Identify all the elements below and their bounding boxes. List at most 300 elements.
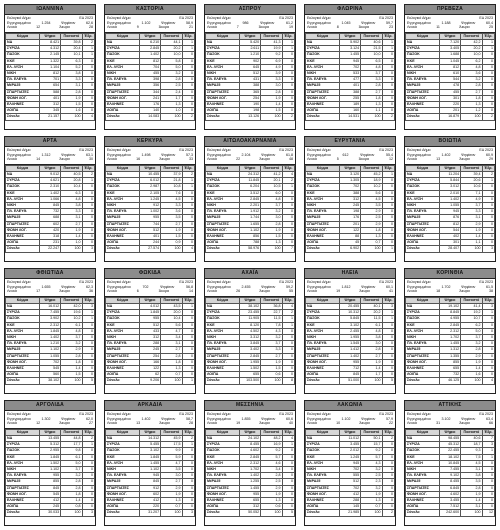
meta-value: 3.102 xyxy=(441,416,451,421)
party-cell: ΕΛΛΗΝΕΣ xyxy=(406,498,440,504)
value-cell: 6,2 xyxy=(461,58,482,64)
meta-value: Άκυρα xyxy=(258,25,270,30)
value-cell: 2,4 xyxy=(161,89,182,95)
panel-meta xyxy=(305,147,395,165)
value-cell: 688 xyxy=(39,215,60,221)
value-cell: 655 xyxy=(239,372,260,378)
value-cell: 1,3 xyxy=(361,102,382,108)
value-cell: 40,6 xyxy=(461,435,482,441)
meta-value: 48 xyxy=(289,157,293,162)
column-header: Ποσοστό xyxy=(361,429,382,435)
party-cell: ΝΔ xyxy=(6,303,40,309)
value-cell: 1 xyxy=(382,171,394,177)
value-cell: 1.102 xyxy=(139,467,160,473)
value-cell: 1.455 xyxy=(139,460,160,466)
party-cell: ΣΥΡΙΖΑ xyxy=(6,46,40,52)
value-cell: 3,5 xyxy=(161,215,182,221)
party-cell: ΠΛ. ΕΛΕΥΘ. xyxy=(406,209,440,215)
value-cell: 0 xyxy=(282,504,294,510)
column-header: Ψήφοι xyxy=(339,429,360,435)
party-cell: ΝΙΚΗ xyxy=(6,71,40,77)
value-cell: 0 xyxy=(382,178,394,184)
results-panel xyxy=(404,4,496,130)
column-header: Έδρ. xyxy=(284,429,293,434)
value-cell: 2 xyxy=(182,114,194,120)
meta-value: ΕΔ 2023 xyxy=(379,412,393,416)
party-cell: ΠΛ. ΕΛΕΥΘ. xyxy=(206,473,240,479)
value-cell: 1,1 xyxy=(461,240,482,246)
party-cell: ΚΚΕ xyxy=(206,190,240,196)
value-cell: 2,9 xyxy=(261,485,282,491)
value-cell: 3 xyxy=(482,246,494,252)
meta-value: Άκυρα xyxy=(358,157,370,162)
party-cell: ΕΛΛΗΝΕΣ xyxy=(106,102,140,108)
value-cell: 2,8 xyxy=(61,353,82,359)
party-cell: ΠΑΣΟΚ xyxy=(306,448,340,454)
value-cell: 1,3 xyxy=(161,102,182,108)
value-cell: 8.455 xyxy=(439,479,460,485)
table-row xyxy=(106,510,195,516)
party-cell: ΕΛ. ΛΥΣΗ xyxy=(206,64,240,70)
value-cell: 0 xyxy=(382,366,394,372)
value-cell: 3,8 xyxy=(361,335,382,341)
value-cell: 512 xyxy=(239,71,260,77)
value-cell: 46.125 xyxy=(439,378,460,384)
value-cell: 0 xyxy=(282,473,294,479)
meta-value: 2.455 xyxy=(241,284,251,289)
value-cell: 3,2 xyxy=(261,335,282,341)
value-cell: 45.312 xyxy=(439,442,460,448)
value-cell: 5,0 xyxy=(161,64,182,70)
column-header: Έδρ. xyxy=(484,33,493,38)
party-cell: Σύνολο xyxy=(406,510,440,516)
value-cell: 301 xyxy=(439,240,460,246)
party-cell: Σύνολο xyxy=(406,378,440,384)
value-cell: 0 xyxy=(182,95,194,101)
party-cell: ΠΛ. ΕΛΕΥΘ. xyxy=(6,209,40,215)
meta-value: Εγγεγραμμένοι xyxy=(7,284,31,289)
value-cell: 433 xyxy=(139,328,160,334)
party-cell: ΛΟΙΠΑ xyxy=(206,504,240,510)
value-cell: 9,2 xyxy=(361,448,382,454)
value-cell: 166 xyxy=(139,359,160,365)
value-cell: 10,0 xyxy=(161,52,182,58)
value-cell: 0 xyxy=(382,64,394,70)
party-cell: ΦΩΝΗ ΛΟΓ. xyxy=(106,95,140,101)
meta-value: Εκλογικό Δήμο xyxy=(307,412,331,416)
meta-value: Εκλογικό Δήμο xyxy=(207,280,231,284)
party-cell: ΝΙΚΗ xyxy=(206,71,240,77)
value-cell: 4,8 xyxy=(361,64,382,70)
value-cell: 1 xyxy=(482,448,494,454)
value-cell: 2.145 xyxy=(39,52,60,58)
value-cell: 1.402 xyxy=(339,353,360,359)
value-cell: 2,8 xyxy=(61,479,82,485)
panel-meta xyxy=(205,15,295,33)
value-cell: 0 xyxy=(82,196,94,202)
value-cell: 22,7 xyxy=(261,310,282,316)
value-cell: 5.845 xyxy=(339,316,360,322)
value-cell: 198 xyxy=(339,209,360,215)
value-cell: 6.012 xyxy=(139,178,160,184)
value-cell: 3,2 xyxy=(361,485,382,491)
value-cell: 0 xyxy=(282,341,294,347)
value-cell: 0 xyxy=(82,64,94,70)
value-cell: 20,8 xyxy=(61,178,82,184)
value-cell: 4 xyxy=(282,171,294,177)
meta-value: Ψηφίσαν xyxy=(461,284,476,289)
party-cell: ΠΑΣΟΚ xyxy=(106,52,140,58)
results-table xyxy=(5,429,95,517)
value-cell: 0 xyxy=(282,71,294,77)
value-cell: 20,2 xyxy=(361,310,382,316)
column-header: Ψήφοι xyxy=(139,33,160,39)
value-cell: 0 xyxy=(182,102,194,108)
party-cell: ΚΚΕ xyxy=(306,58,340,64)
party-cell: ΣΥΡΙΖΑ xyxy=(306,310,340,316)
meta-value: 57,9 xyxy=(385,416,393,421)
party-cell: ΜέΡΑ25 xyxy=(6,83,40,89)
value-cell: 3,0 xyxy=(361,341,382,347)
value-cell: 902 xyxy=(239,58,260,64)
party-cell: ΕΛΛΗΝΕΣ xyxy=(106,366,140,372)
panel-meta xyxy=(5,279,95,297)
meta-value: 14 xyxy=(188,289,193,294)
party-cell: ΠΛ. ΕΛΕΥΘ. xyxy=(106,77,140,83)
value-cell: 38.102 xyxy=(39,378,60,384)
value-cell: 4,7 xyxy=(161,328,182,334)
value-cell: 744 xyxy=(139,221,160,227)
results-panel xyxy=(104,136,196,262)
value-cell: 0 xyxy=(482,366,494,372)
value-cell: 10,5 xyxy=(261,184,282,190)
value-cell: 0 xyxy=(182,460,194,466)
value-cell: 1 xyxy=(382,46,394,52)
value-cell: 555 xyxy=(339,473,360,479)
value-cell: 0 xyxy=(182,328,194,334)
value-cell: 0 xyxy=(282,454,294,460)
party-cell: ΚΚΕ xyxy=(6,190,40,196)
value-cell: 533 xyxy=(339,71,360,77)
value-cell: 0 xyxy=(482,316,494,322)
meta-value: Ψηφίσαν xyxy=(261,152,276,157)
value-cell: 0 xyxy=(482,108,494,114)
value-cell: 2,9 xyxy=(361,209,382,215)
party-cell: ΣΥΡΙΖΑ xyxy=(206,178,240,184)
value-cell: 3,2 xyxy=(461,77,482,83)
panel-meta xyxy=(105,15,195,33)
value-cell: 1 xyxy=(282,322,294,328)
value-cell: 478 xyxy=(439,83,460,89)
value-cell: 0 xyxy=(382,190,394,196)
meta-row xyxy=(107,157,193,162)
value-cell: 4.502 xyxy=(239,328,260,334)
value-cell: 1.912 xyxy=(239,209,260,215)
party-cell: ΕΛΛΗΝΕΣ xyxy=(6,234,40,240)
value-cell: 365 xyxy=(239,89,260,95)
meta-row xyxy=(7,25,93,30)
column-header: Κόμμα xyxy=(206,33,240,39)
party-cell: ΦΩΝΗ ΛΟΓ. xyxy=(206,95,240,101)
value-cell: 16,9 xyxy=(261,442,282,448)
value-cell: 8.120 xyxy=(239,322,260,328)
value-cell: 4,3 xyxy=(361,460,382,466)
value-cell: 0 xyxy=(82,353,94,359)
party-cell: ΚΚΕ xyxy=(406,322,440,328)
meta-value: Λευκά xyxy=(307,289,317,294)
meta-value: Ψηφίσαν xyxy=(260,20,275,25)
panel-title: ΦΘΙΩΤΙΔΑ xyxy=(5,269,95,279)
party-cell: ΕΛ. ΛΥΣΗ xyxy=(106,328,140,334)
value-cell: 4.012 xyxy=(139,303,160,309)
meta-value: Εκλογικό Δήμο xyxy=(407,148,431,152)
value-cell: 0,6 xyxy=(261,372,282,378)
value-cell: 0 xyxy=(82,102,94,108)
value-cell: 3,5 xyxy=(461,479,482,485)
value-cell: 1 xyxy=(82,442,94,448)
value-cell: 0 xyxy=(182,316,194,322)
value-cell: 20,6 xyxy=(461,178,482,184)
value-cell: 10,0 xyxy=(361,52,382,58)
panel-title: ΚΟΡΙΝΘΙΑ xyxy=(405,269,495,279)
value-cell: 5,9 xyxy=(161,454,182,460)
value-cell: 2,5 xyxy=(361,473,382,479)
column-header: Ποσοστό xyxy=(61,297,82,303)
value-cell: 1,5 xyxy=(61,102,82,108)
party-cell: ΣΥΡΙΖΑ xyxy=(6,310,40,316)
party-cell: ΕΛ. ΛΥΣΗ xyxy=(306,328,340,334)
value-cell: 7 xyxy=(482,435,494,441)
party-cell: ΕΛ. ΛΥΣΗ xyxy=(106,460,140,466)
value-cell: 10.455 xyxy=(139,171,160,177)
value-cell: 5.455 xyxy=(139,442,160,448)
meta-value: 57,3 xyxy=(185,152,193,157)
value-cell: 3,2 xyxy=(61,473,82,479)
value-cell: 0 xyxy=(182,209,194,215)
value-cell: 855 xyxy=(439,359,460,365)
value-cell: 8 xyxy=(282,378,294,384)
meta-value: Εγγεγραμμένοι xyxy=(207,152,231,157)
party-cell: Σύνολο xyxy=(6,510,40,516)
value-cell: 0 xyxy=(382,184,394,190)
value-cell: 0 xyxy=(182,467,194,473)
value-cell: 0 xyxy=(382,215,394,221)
value-cell: 0 xyxy=(82,341,94,347)
value-cell: 41,3 xyxy=(261,39,282,45)
value-cell: 0 xyxy=(482,203,494,209)
value-cell: 1,5 xyxy=(261,234,282,240)
value-cell: 0 xyxy=(182,310,194,316)
value-cell: 254 xyxy=(139,353,160,359)
party-cell: ΣΥΡΙΖΑ xyxy=(406,310,440,316)
meta-value: ΕΔ 2023 xyxy=(179,148,193,152)
party-cell: ΠΛ. ΕΛΕΥΘ. xyxy=(306,341,340,347)
value-cell: 0 xyxy=(382,322,394,328)
value-cell: 945 xyxy=(439,209,460,215)
value-cell: 2.955 xyxy=(39,448,60,454)
value-cell: 3,3 xyxy=(361,77,382,83)
party-cell: ΕΛΛΗΝΕΣ xyxy=(206,102,240,108)
value-cell: 20,4 xyxy=(61,46,82,52)
party-cell: ΕΛ. ΛΥΣΗ xyxy=(6,460,40,466)
value-cell: 100 xyxy=(261,246,282,252)
value-cell: 254 xyxy=(239,95,260,101)
results-table xyxy=(305,33,395,121)
panel-title: ΑΣΠΡΟΥ xyxy=(205,5,295,15)
party-cell: ΠΑΣΟΚ xyxy=(6,316,40,322)
value-cell: 654 xyxy=(39,83,60,89)
value-cell: 5.902 xyxy=(339,39,360,45)
value-cell: 3.845 xyxy=(239,341,260,347)
value-cell: 655 xyxy=(439,366,460,372)
party-cell: ΕΛ. ΛΥΣΗ xyxy=(306,196,340,202)
meta-row xyxy=(407,25,493,30)
column-header: Ποσοστό xyxy=(261,297,282,303)
party-cell: ΠΑΣΟΚ xyxy=(206,316,240,322)
party-cell: ΝΔ xyxy=(6,171,40,177)
party-cell: ΣΥΡΙΖΑ xyxy=(406,46,440,52)
party-cell: ΝΙΚΗ xyxy=(6,467,40,473)
column-header: Κόμμα xyxy=(6,165,40,171)
value-cell: 3,4 xyxy=(161,335,182,341)
party-cell: ΦΩΝΗ ΛΟΓ. xyxy=(306,491,340,497)
value-cell: 955 xyxy=(139,316,160,322)
value-cell: 0 xyxy=(382,498,394,504)
table-row xyxy=(306,510,395,516)
value-cell: 4,5 xyxy=(161,196,182,202)
meta-value: 28 xyxy=(189,421,193,426)
party-cell: ΠΑΣΟΚ xyxy=(6,184,40,190)
value-cell: 2 xyxy=(482,114,494,120)
value-cell: 42,2 xyxy=(461,39,482,45)
value-cell: 2.611 xyxy=(239,46,260,52)
value-cell: 9.012 xyxy=(39,171,60,177)
party-cell: ΦΩΝΗ ΛΟΓ. xyxy=(106,491,140,497)
value-cell: 7.120 xyxy=(439,39,460,45)
meta-value: Εκλογικό Δήμο xyxy=(107,148,131,152)
value-cell: 2 xyxy=(82,39,94,45)
value-cell: 2.455 xyxy=(339,328,360,334)
column-header: Έδρ. xyxy=(484,297,493,302)
value-cell: 0 xyxy=(182,504,194,510)
meta-value: Εκλογικό Δήμο xyxy=(7,280,31,284)
value-cell: 100 xyxy=(261,378,282,384)
value-cell: 2,7 xyxy=(461,89,482,95)
party-cell: ΕΛΛΗΝΕΣ xyxy=(406,102,440,108)
value-cell: 3.012 xyxy=(439,184,460,190)
table-row xyxy=(6,246,95,252)
value-cell: 30.033 xyxy=(39,510,60,516)
value-cell: 0 xyxy=(182,77,194,83)
meta-row xyxy=(407,421,493,426)
value-cell: 1.102 xyxy=(39,347,60,353)
column-header: Κόμμα xyxy=(306,165,340,171)
value-cell: 20.455 xyxy=(339,303,360,309)
value-cell: 10.312 xyxy=(339,310,360,316)
value-cell: 1 xyxy=(282,46,294,52)
value-cell: 100 xyxy=(61,378,82,384)
value-cell: 0 xyxy=(182,491,194,497)
party-cell: Σύνολο xyxy=(6,114,40,120)
value-cell: 1,9 xyxy=(161,491,182,497)
value-cell: 1,8 xyxy=(61,359,82,365)
meta-value: Ψηφίσαν xyxy=(61,20,76,25)
party-cell: ΕΛ. ΛΥΣΗ xyxy=(106,196,140,202)
column-header: Έδρ. xyxy=(184,165,193,170)
value-cell: 3,3 xyxy=(61,209,82,215)
party-cell: ΠΛ. ΕΛΕΥΘ. xyxy=(306,473,340,479)
panel-meta xyxy=(205,279,295,297)
value-cell: 0 xyxy=(382,485,394,491)
party-cell: ΦΩΝΗ ΛΟΓ. xyxy=(6,227,40,233)
party-cell: ΠΛ. ΕΛΕΥΘ. xyxy=(6,77,40,83)
results-table xyxy=(105,165,195,253)
value-cell: 0 xyxy=(382,77,394,83)
results-panel xyxy=(204,400,296,526)
meta-value: 1.102 xyxy=(141,20,151,25)
party-cell: ΠΛ. ΕΛΕΥΘ. xyxy=(406,77,440,83)
meta-value: Άκυρα xyxy=(358,25,370,30)
value-cell: 16.012 xyxy=(39,303,60,309)
value-cell: 1,9 xyxy=(361,359,382,365)
value-cell: 0,7 xyxy=(361,504,382,510)
meta-value: Εκλογικό Δήμο xyxy=(407,412,431,416)
value-cell: 0 xyxy=(82,227,94,233)
value-cell: 2,7 xyxy=(361,353,382,359)
value-cell: 10,4 xyxy=(61,184,82,190)
party-cell: ΠΑΣΟΚ xyxy=(106,184,140,190)
value-cell: 0 xyxy=(282,52,294,58)
meta-value: 22 xyxy=(389,421,393,426)
value-cell: 50.052 xyxy=(239,510,260,516)
value-cell: 3.312 xyxy=(239,335,260,341)
column-header: Κόμμα xyxy=(106,165,140,171)
party-cell: ΝΔ xyxy=(106,39,140,45)
value-cell: 0 xyxy=(482,95,494,101)
value-cell: 2,5 xyxy=(161,83,182,89)
value-cell: 0 xyxy=(82,71,94,77)
value-cell: 5 xyxy=(282,510,294,516)
party-cell: ΠΛ. ΕΛΕΥΘ. xyxy=(406,473,440,479)
value-cell: 3,7 xyxy=(361,71,382,77)
value-cell: 62 xyxy=(139,372,160,378)
value-cell: 245 xyxy=(139,347,160,353)
column-header: Κόμμα xyxy=(6,429,40,435)
value-cell: 1.955 xyxy=(239,359,260,365)
value-cell: 560 xyxy=(39,372,60,378)
value-cell: 0 xyxy=(182,335,194,341)
value-cell: 10,4 xyxy=(161,316,182,322)
value-cell: 2.310 xyxy=(39,184,60,190)
value-cell: 0 xyxy=(182,473,194,479)
value-cell: 1.845 xyxy=(139,454,160,460)
value-cell: 401 xyxy=(39,95,60,101)
meta-value: Εγγεγραμμένοι xyxy=(407,20,431,25)
value-cell: 3,2 xyxy=(261,209,282,215)
panel-title: ΚΑΣΤΟΡΙΑ xyxy=(105,5,195,15)
value-cell: 0 xyxy=(282,460,294,466)
meta-value: 13 xyxy=(436,157,441,162)
party-cell: ΚΚΕ xyxy=(106,190,140,196)
meta-value: 22 xyxy=(236,157,241,162)
results-panel xyxy=(4,268,96,394)
meta-value: ΕΔ 2023 xyxy=(179,280,193,284)
value-cell: 0 xyxy=(482,77,494,83)
panel-title: ΒΟΙΩΤΙΑ xyxy=(405,137,495,147)
value-cell: 1.702 xyxy=(439,335,460,341)
value-cell: 3.455 xyxy=(439,498,460,504)
panel-grid xyxy=(4,4,496,526)
